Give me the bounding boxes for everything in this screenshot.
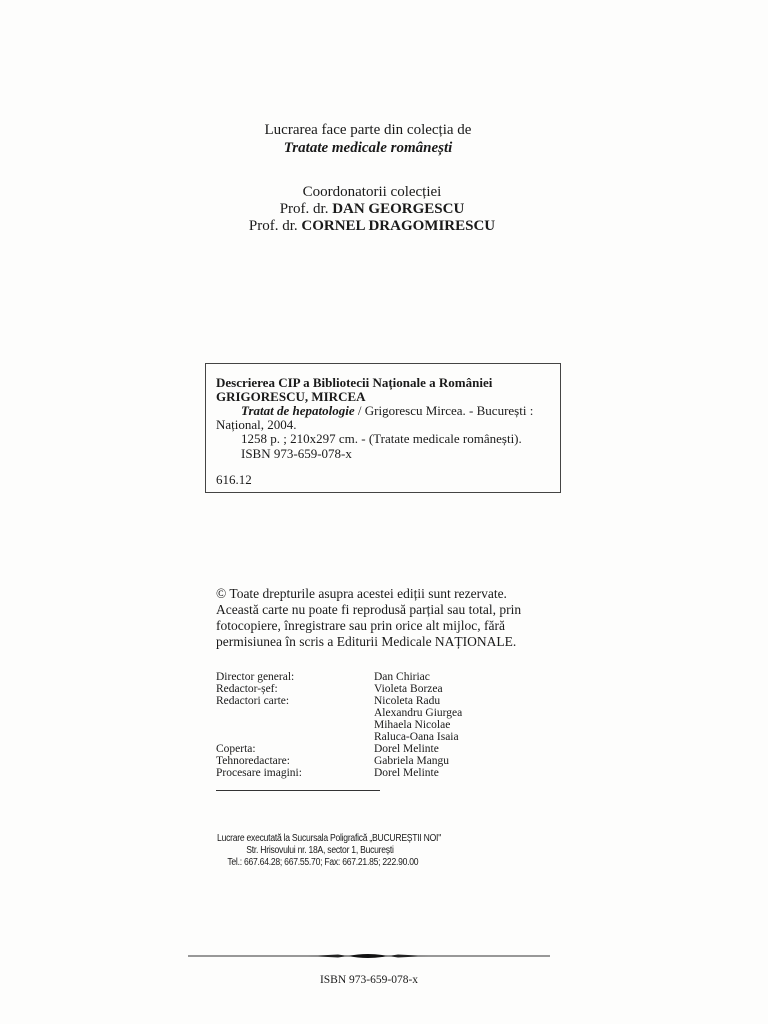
credit-person: Mihaela Nicolae [374,719,451,731]
credit-person: Gabriela Mangu [374,755,450,767]
collection-coordinators [0,184,744,235]
credit-row [216,731,516,743]
collection-intro: Lucrarea face parte din colecția de [264,122,472,138]
ornament-left-tip [308,955,348,958]
coordinators-heading: Coordonatorii colecției [302,184,442,200]
credit-role: Redactor-șef: [216,683,278,695]
cip-heading: Descrierea CIP a Bibliotecii Naționale a României [216,375,493,390]
coordinator-1-name: DAN GEORGESCU [332,201,465,217]
credit-person: Nicoleta Radu [374,695,441,707]
cip-author: GRIGORESCU, MIRCEA [216,389,366,404]
cip-pages: 1258 p. ; 210x297 cm. - (Tratate medicale românești). [241,431,522,446]
footer-isbn: ISBN 973-659-078-x [319,974,419,986]
credit-role: Tehnoredactare: [216,755,290,767]
coordinator-2-prefix: Prof. dr. [248,218,298,234]
copyright-line: fotocopiere, înregistrare sau prin orice alt mijloc, fără [216,618,505,633]
cip-isbn: ISBN 973-659-078-x [241,446,352,461]
credit-person: Violeta Borzea [374,683,443,695]
credits-divider [216,790,380,791]
coordinator-1 [0,201,744,218]
copyright-notice [216,586,556,650]
coordinator-2-name: CORNEL DRAGOMIRESCU [301,218,496,234]
credit-row [216,743,516,755]
credit-role: Redactori carte: [216,695,290,707]
credit-role: Procesare imagini: [216,767,302,779]
credit-row [216,755,516,767]
credit-row [216,695,516,707]
collection-info [0,121,736,157]
copyright-line: © Toate drepturile asupra acestei ediții sunt rezervate. [216,586,507,601]
cip-title-line [241,403,533,418]
credit-row [216,707,516,719]
cip-publisher: Național, 2004. [216,417,297,432]
printer-info [205,833,441,869]
collection-title: Tratate medicale românești [283,140,453,156]
credit-person: Alexandru Giurgea [374,707,463,719]
credit-person: Dorel Melinte [374,767,439,779]
credit-role: Coperta: [216,743,256,755]
copyright-line: permisiunea în scris a Editurii Medicale NAȚIONALE. [216,634,517,649]
cip-description-box [205,363,561,493]
credits-list [216,671,516,779]
credit-person: Dan Chiriac [374,671,430,683]
credit-role: Director general: [216,671,295,683]
credit-row [216,671,516,683]
coordinator-1-prefix: Prof. dr. [279,201,329,217]
ornament-divider [188,948,550,962]
coordinator-2 [0,218,744,235]
credit-row [216,719,516,731]
cip-title-rest: / Grigorescu Mircea. - București : [354,403,534,418]
copyright-line: Această carte nu poate fi reprodusă parțial sau total, prin [216,602,522,617]
cip-title: Tratat de hepatologie [241,403,355,418]
cip-classification: 616.12 [216,472,252,487]
credit-person: Raluca-Oana Isaia [374,731,459,743]
credit-row [216,683,516,695]
printer-line-1: Lucrare executată la Sucursala Poligrafică „BUCUREȘTII NOI" [217,833,441,844]
credit-person: Dorel Melinte [374,743,439,755]
printer-line-3: Tel.: 667.64.28; 667.55.70; Fax: 667.21.85; 222.90.00 [227,857,419,868]
printer-line-2: Str. Hrisovului nr. 18A, sector 1, București [246,845,394,856]
ornament-center [348,954,388,958]
ornament-right-tip [388,955,428,958]
credit-row [216,767,516,779]
